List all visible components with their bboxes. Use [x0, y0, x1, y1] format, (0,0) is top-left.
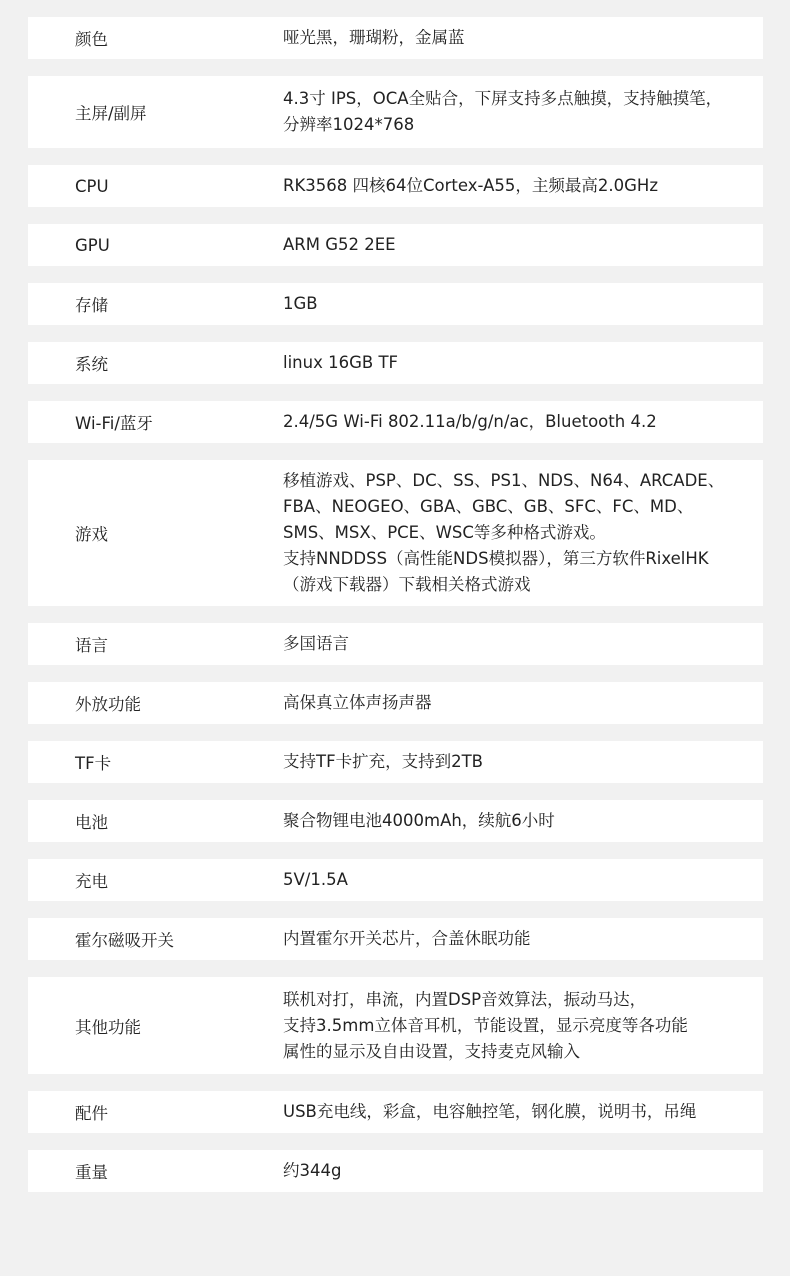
spec-value: [283, 631, 763, 657]
spec-value-line: ARM G52 2EE: [283, 235, 396, 254]
spec-value: [283, 1099, 763, 1125]
spec-value-line: 分辨率1024*768: [283, 115, 415, 134]
spec-label: 充电: [75, 872, 108, 891]
spec-value: [283, 867, 763, 893]
spec-value-line: 2.4/5G Wi-Fi 802.11a/b/g/n/ac，Bluetooth 4.2: [283, 412, 657, 431]
spec-label: GPU: [75, 235, 110, 255]
spec-value: [283, 232, 763, 258]
spec-label: 配件: [75, 1104, 108, 1123]
spec-label: 霍尔磁吸开关: [75, 931, 174, 950]
spec-value-line: RK3568 四核64位Cortex-A55，主频最高2.0GHz: [283, 176, 658, 195]
spec-value: [283, 926, 763, 952]
spec-value-line: SMS、MSX、PCE、WSC等多种格式游戏。: [283, 523, 606, 542]
spec-value-line: 支持NNDDSS（高性能NDS模拟器），第三方软件RixelHK: [283, 549, 709, 568]
spec-label: 系统: [75, 355, 108, 374]
spec-label: TF卡: [75, 754, 112, 773]
spec-row-cpu: [28, 165, 763, 207]
spec-value-line: 多国语言: [283, 634, 349, 653]
spec-label: 主屏/副屏: [75, 104, 147, 123]
spec-row-weight: [28, 1150, 763, 1192]
spec-value: [283, 25, 763, 51]
spec-row-screen: [28, 76, 763, 148]
spec-value-line: 4.3寸 IPS，OCA全贴合，下屏支持多点触摸，支持触摸笔，: [283, 89, 723, 108]
spec-value-line: 属性的显示及自由设置，支持麦克风输入: [283, 1041, 580, 1061]
spec-row-battery: [28, 800, 763, 842]
spec-value: [283, 409, 763, 435]
spec-row-storage: [28, 283, 763, 325]
spec-row-color: [28, 17, 763, 59]
spec-value-line: 支持3.5mm立体音耳机，节能设置，显示亮度等各功能: [283, 1015, 688, 1035]
spec-row-games: [28, 460, 763, 606]
spec-value: [283, 808, 763, 834]
spec-row-speaker: [28, 682, 763, 724]
spec-label: 电池: [75, 813, 108, 832]
spec-value: [283, 86, 763, 138]
spec-value: [283, 690, 763, 716]
spec-value-line: 约344g: [283, 1161, 342, 1180]
spec-value-line: （游戏下载器）下载相关格式游戏: [283, 575, 531, 594]
spec-value: [283, 749, 763, 775]
spec-value-line: 聚合物锂电池4000mAh，续航6小时: [283, 811, 555, 830]
spec-label: 存储: [75, 296, 108, 315]
spec-value: [283, 291, 763, 317]
spec-value-line: 支持TF卡扩充，支持到2TB: [283, 752, 483, 771]
spec-label: 语言: [75, 636, 108, 655]
spec-row-tf-card: [28, 741, 763, 783]
spec-row-other-features: [28, 977, 763, 1074]
spec-value-line: 内置霍尔开关芯片，合盖休眠功能: [283, 929, 531, 948]
spec-value-line: USB充电线，彩盒，电容触控笔，钢化膜，说明书，吊绳: [283, 1102, 697, 1121]
spec-row-language: [28, 623, 763, 665]
spec-value-line: 5V/1.5A: [283, 870, 348, 889]
spec-value-line: 哑光黑，珊瑚粉，金属蓝: [283, 28, 465, 47]
spec-value-line: 联机对打，串流，内置DSP音效算法，振动马达，: [283, 989, 647, 1009]
spec-label: Wi-Fi/蓝牙: [75, 414, 153, 433]
spec-value-line: linux 16GB TF: [283, 353, 399, 372]
spec-value: [283, 1158, 763, 1184]
spec-row-gpu: [28, 224, 763, 266]
spec-row-system: [28, 342, 763, 384]
spec-row-accessories: [28, 1091, 763, 1133]
spec-value: [283, 350, 763, 376]
spec-value-line: 高保真立体声扬声器: [283, 693, 432, 712]
spec-table: [28, 17, 763, 1209]
spec-value-line: 1GB: [283, 294, 318, 313]
spec-value: [283, 173, 763, 199]
spec-label: 游戏: [75, 525, 108, 544]
spec-label: 其他功能: [75, 1017, 141, 1037]
spec-value: [283, 468, 763, 598]
spec-label: CPU: [75, 176, 109, 196]
spec-row-wifi-bluetooth: [28, 401, 763, 443]
spec-label: 颜色: [75, 30, 108, 49]
spec-value-line: 移植游戏、PSP、DC、SS、PS1、NDS、N64、ARCADE、: [283, 471, 725, 490]
spec-row-hall-switch: [28, 918, 763, 960]
spec-value-line: FBA、NEOGEO、GBA、GBC、GB、SFC、FC、MD、: [283, 497, 694, 516]
spec-label: 重量: [75, 1163, 108, 1182]
spec-label: 外放功能: [75, 695, 141, 714]
spec-row-charging: [28, 859, 763, 901]
spec-value: [283, 987, 763, 1065]
